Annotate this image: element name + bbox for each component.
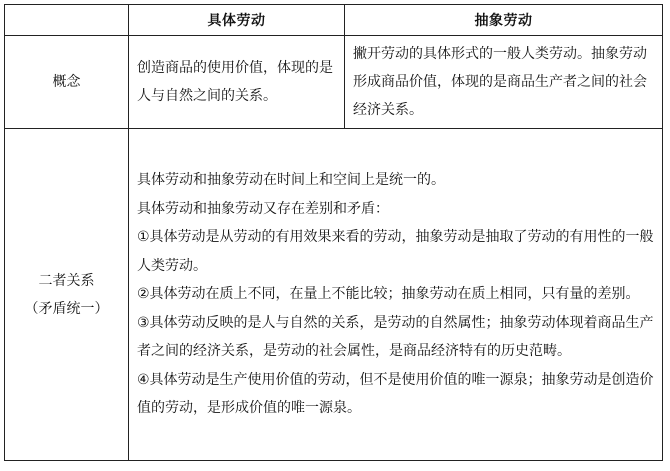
comparison-table (4, 4, 663, 461)
relationship-label-line2: （矛盾统一） (24, 300, 109, 317)
concept-row (5, 36, 663, 129)
relationship-label-line1: 二者关系 (38, 272, 95, 289)
concept-label: 概念 (5, 36, 129, 129)
header-abstract-labor: 抽象劳动 (345, 5, 663, 36)
relationship-text-line: ①具体劳动是从劳动的有用效果来看的劳动，抽象劳动是抽取了劳动的有用性的一般人类劳动。 (137, 229, 654, 274)
concrete-labor-concept: 创造商品的使用价值，体现的是人与自然之间的关系。 (129, 36, 345, 129)
abstract-labor-concept: 撇开劳动的具体形式的一般人类劳动。抽象劳动形成商品价值，体现的是商品生产者之间的社会经济关系。 (345, 36, 663, 129)
relationship-text-line: 具体劳动和抽象劳动在时间上和空间上是统一的。 (137, 172, 445, 189)
header-row (5, 5, 663, 36)
relationship-text-line: 具体劳动和抽象劳动又存在差别和矛盾： (137, 200, 389, 217)
header-concrete-labor: 具体劳动 (129, 5, 345, 36)
relationship-row (5, 129, 663, 461)
relationship-label (5, 129, 129, 461)
relationship-text-line: ②具体劳动在质上不同，在量上不能比较；抽象劳动在质上相同，只有量的差别。 (137, 286, 640, 303)
relationship-content (129, 129, 663, 461)
relationship-text-line: ③具体劳动反映的是人与自然的关系，是劳动的自然属性；抽象劳动体现着商品生产者之间的经济关系，是劳动的社会属性，是商品经济特有的历史范畴。 (137, 314, 654, 360)
header-empty-cell (5, 5, 129, 36)
relationship-text-line: ④具体劳动是生产使用价值的劳动，但不是使用价值的唯一源泉；抽象劳动是创造价值的劳动，是形成价值的唯一源泉。 (137, 371, 654, 417)
